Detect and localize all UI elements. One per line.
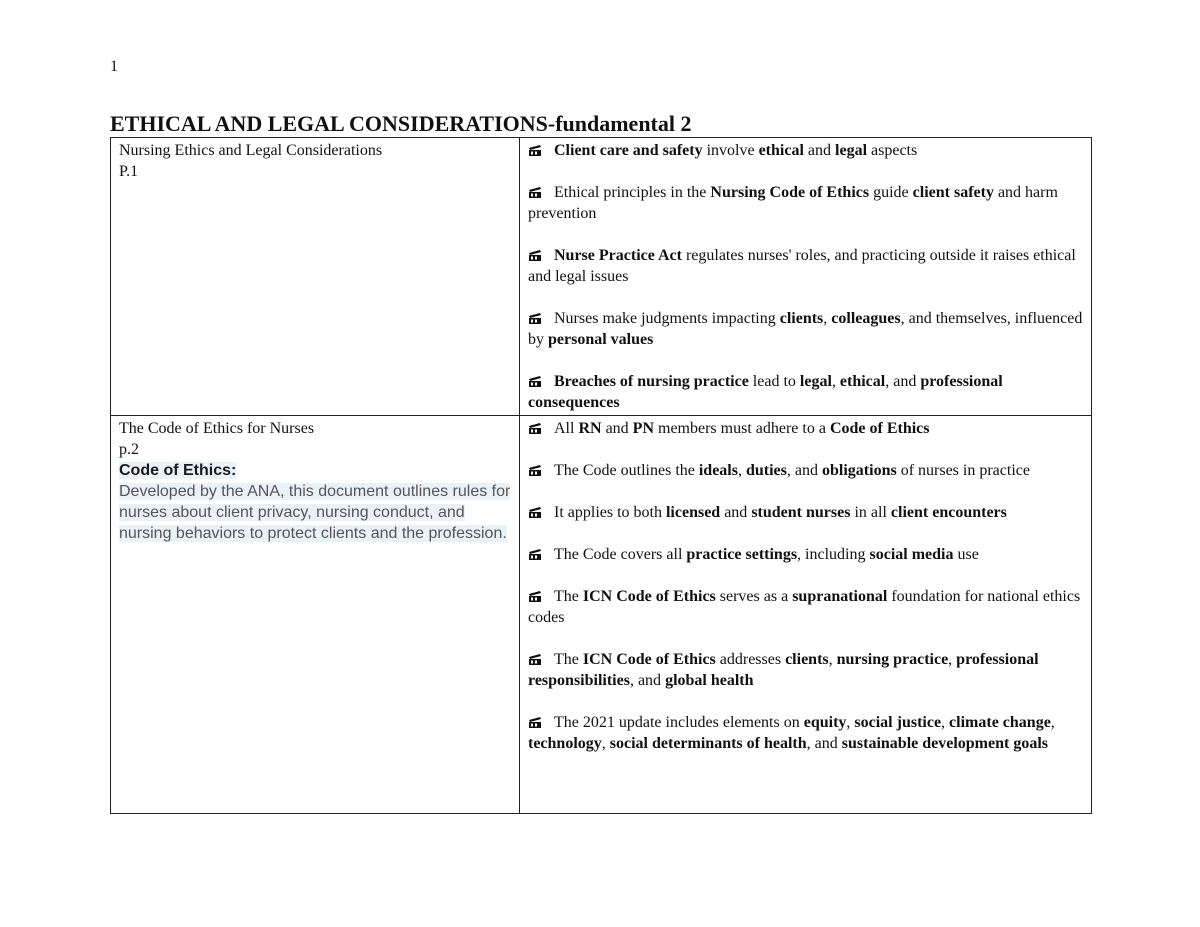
bold-term: RN	[578, 420, 602, 437]
definition-heading: Code of Ethics:	[119, 462, 237, 479]
bold-term: professional consequences	[528, 373, 1003, 411]
clapperboard-icon	[528, 506, 542, 518]
bold-term: Code of Ethics	[829, 420, 930, 437]
definition-block	[119, 460, 511, 544]
notes-cell	[520, 138, 1092, 416]
bullet-item	[528, 182, 1083, 224]
bold-term: ethical	[839, 373, 886, 390]
topic-cell	[111, 416, 520, 814]
bold-term: global health	[665, 672, 754, 689]
page-reference: p.2	[119, 441, 139, 458]
bullet-text: The	[554, 588, 583, 605]
bold-term: nursing practice	[836, 651, 949, 668]
clapperboard-icon	[528, 464, 542, 476]
bold-term: legal	[799, 373, 832, 390]
clapperboard-icon	[528, 249, 542, 261]
bold-term: professional responsibilities	[528, 651, 1039, 689]
definition-text: Developed by the ANA, this document outlines rules for nurses about client privacy, nursing conduct, and nursing behaviors to protect clients and the profession.	[119, 483, 511, 542]
bold-term: social justice	[854, 714, 942, 731]
bold-term: equity	[803, 714, 847, 731]
bullet-text: guide	[869, 184, 913, 201]
bold-term: colleagues	[831, 310, 901, 327]
bold-term: climate change	[949, 714, 1051, 731]
bold-term: ideals	[698, 462, 738, 479]
bullet-text: , including	[797, 546, 870, 563]
bullet-text: involve	[702, 142, 759, 159]
bullet-item	[528, 308, 1083, 350]
bullet-text: ,	[831, 373, 840, 390]
bullet-item	[528, 245, 1083, 287]
bullet-text: lead to	[748, 373, 800, 390]
bullet-text: and harm prevention	[528, 184, 1058, 222]
bullet-text: ,	[846, 714, 855, 731]
bullet-text: serves as a	[715, 588, 793, 605]
bold-term: practice settings	[686, 546, 798, 563]
bullet-text: Nurses make judgments impacting	[554, 310, 780, 327]
bold-term: ethical	[758, 142, 804, 159]
bullet-text: It applies to both	[554, 504, 666, 521]
bullet-text: aspects	[867, 142, 918, 159]
clapperboard-icon	[528, 590, 542, 602]
bullet-text: and	[803, 142, 836, 159]
bullet-text: members must adhere to a	[654, 420, 830, 437]
bold-term: obligations	[822, 462, 897, 479]
bullet-item	[528, 460, 1083, 481]
bullet-text: ,	[941, 714, 950, 731]
bold-term: clients	[785, 651, 829, 668]
bold-term: legal	[835, 142, 868, 159]
bold-term: clients	[779, 310, 824, 327]
bullet-list	[528, 418, 1083, 754]
bold-term: technology	[528, 735, 602, 752]
bullet-text: addresses	[715, 651, 786, 668]
page-number: 1	[110, 58, 118, 75]
bullet-text: , and themselves, influenced by	[528, 310, 1083, 348]
bullet-text: regulates nurses' roles, and practicing outside it raises ethical and legal issues	[528, 247, 1076, 285]
topic-cell	[111, 138, 520, 416]
bullet-list	[528, 140, 1083, 413]
bullet-text: The 2021 update includes elements on	[554, 714, 804, 731]
notes-cell	[520, 416, 1092, 814]
notes-table	[110, 137, 1092, 814]
bold-term: ICN Code of Ethics	[582, 588, 716, 605]
bold-term: Nurse Practice Act	[554, 247, 682, 264]
bullet-item	[528, 371, 1083, 413]
bullet-text: All	[554, 420, 579, 437]
bullet-text: foundation for national ethics codes	[528, 588, 1081, 626]
table-row	[111, 138, 1092, 416]
bullet-item	[528, 586, 1083, 628]
bold-term: personal values	[548, 331, 654, 348]
clapperboard-icon	[528, 716, 542, 728]
bullet-text: ,	[948, 651, 957, 668]
bold-term: Nursing Code of Ethics	[710, 184, 870, 201]
bullet-text: ,	[828, 651, 837, 668]
bullet-item	[528, 502, 1083, 523]
table-row	[111, 416, 1092, 814]
bold-term: Breaches of nursing practice	[554, 373, 749, 390]
bullet-text: , and	[629, 672, 666, 689]
bold-term: sustainable development goals	[841, 735, 1049, 752]
bold-term: Client care and safety	[554, 142, 703, 159]
bullet-text: in all	[850, 504, 891, 521]
bullet-text: ,	[1050, 714, 1055, 731]
bullet-text: use	[953, 546, 979, 563]
bullet-text: The	[554, 651, 583, 668]
bullet-text: The Code covers all	[554, 546, 687, 563]
bullet-text: and	[601, 420, 633, 437]
bullet-item	[528, 140, 1083, 161]
bullet-text: , and	[806, 735, 842, 752]
clapperboard-icon	[528, 186, 542, 198]
bullet-item	[528, 649, 1083, 691]
bold-term: duties	[745, 462, 787, 479]
clapperboard-icon	[528, 144, 542, 156]
bullet-text: The Code outlines the	[554, 462, 699, 479]
bullet-text: ,	[737, 462, 746, 479]
clapperboard-icon	[528, 375, 542, 387]
bold-term: PN	[632, 420, 654, 437]
bold-term: client encounters	[890, 504, 1007, 521]
bold-term: student nurses	[751, 504, 851, 521]
bullet-text: Ethical principles in the	[554, 184, 711, 201]
document-title: ETHICAL AND LEGAL CONSIDERATIONS-fundamental 2	[110, 111, 692, 136]
topic-title: The Code of Ethics for Nurses	[119, 420, 315, 437]
bullet-item	[528, 712, 1083, 754]
bullet-text: , and	[885, 373, 921, 390]
bullet-text: of nurses in practice	[896, 462, 1030, 479]
bullet-text: and	[720, 504, 752, 521]
clapperboard-icon	[528, 548, 542, 560]
bullet-text: , and	[786, 462, 822, 479]
clapperboard-icon	[528, 422, 542, 434]
bold-term: social media	[869, 546, 954, 563]
clapperboard-icon	[528, 312, 542, 324]
bullet-text: ,	[601, 735, 610, 752]
topic-title: Nursing Ethics and Legal Considerations	[119, 142, 383, 159]
bold-term: licensed	[665, 504, 721, 521]
bold-term: client safety	[912, 184, 994, 201]
bold-term: social determinants of health	[609, 735, 807, 752]
bullet-text: ,	[823, 310, 832, 327]
bold-term: supranational	[792, 588, 888, 605]
bullet-item	[528, 418, 1083, 439]
bullet-item	[528, 544, 1083, 565]
clapperboard-icon	[528, 653, 542, 665]
bold-term: ICN Code of Ethics	[582, 651, 716, 668]
page-reference: P.1	[119, 163, 139, 180]
